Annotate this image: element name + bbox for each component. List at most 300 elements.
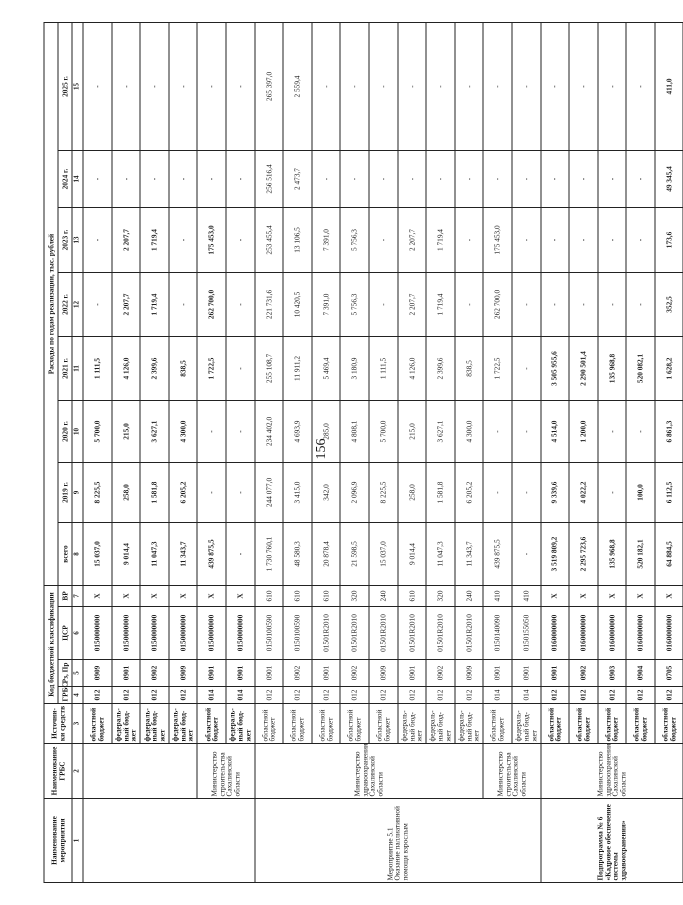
cell-src: федераль-ный бюд-жет xyxy=(225,703,254,743)
cell-rzpr: 0909 xyxy=(168,659,197,686)
cell-total: 48 580,3 xyxy=(283,522,312,585)
cell-y2023: 5 756,3 xyxy=(340,207,369,272)
cell-rzpr: 0902 xyxy=(283,659,312,686)
cell-rzpr: 0902 xyxy=(340,659,369,686)
cell-y2024: - xyxy=(140,150,169,207)
cell-y2023: 173,6 xyxy=(654,207,683,272)
header-budget-code: Код бюджетной классификации xyxy=(44,585,58,703)
column-index-cell: 15 xyxy=(72,22,83,150)
cell-y2023: - xyxy=(597,207,626,272)
cell-src: областной бюджет xyxy=(83,703,112,743)
cell-y2019: 244 077,0 xyxy=(254,462,283,522)
cell-y2024: - xyxy=(483,150,512,207)
cell-csr: 01501R2010 xyxy=(368,606,397,659)
cell-rzpr: 0902 xyxy=(140,659,169,686)
header-year: 2025 г. xyxy=(58,22,72,150)
cell-total: 9 014,4 xyxy=(397,522,426,585)
cell-y2025: 265 397,0 xyxy=(254,22,283,150)
cell-rzpr: 0901 xyxy=(111,659,140,686)
cell-y2021: 3 180,9 xyxy=(340,336,369,400)
cell-y2025: - xyxy=(368,22,397,150)
cell-grbs: 014 xyxy=(225,686,254,703)
cell-grbs: 014 xyxy=(511,686,540,703)
cell-csr: 0160000000 xyxy=(569,606,598,659)
cell-total: 135 968,8 xyxy=(597,522,626,585)
cell-src: федераль-ный бюд-жет xyxy=(426,703,455,743)
cell-y2019: 4 022,2 xyxy=(569,462,598,522)
header-year: 2023 г. xyxy=(58,207,72,272)
cell-y2024: - xyxy=(168,150,197,207)
cell-src: областной бюджет xyxy=(569,703,598,743)
cell-y2024: 49 345,4 xyxy=(654,150,683,207)
cell-src: федераль-ный бюд-жет xyxy=(454,703,483,743)
cell-src: федераль-ный бюд-жет xyxy=(168,703,197,743)
header-year: 2019 г. xyxy=(58,462,72,522)
cell-y2020: - xyxy=(597,400,626,462)
cell-y2019: 100,0 xyxy=(626,462,655,522)
cell-total: 3 519 809,2 xyxy=(540,522,569,585)
header-event: Наименование мероприятия xyxy=(44,798,72,882)
cell-y2023: - xyxy=(454,207,483,272)
cell-y2021: 838,5 xyxy=(454,336,483,400)
table-row xyxy=(197,22,226,882)
budget-table xyxy=(43,21,683,882)
cell-y2024: - xyxy=(83,150,112,207)
cell-y2024: - xyxy=(426,150,455,207)
cell-csr: 0160000000 xyxy=(540,606,569,659)
cell-csr: 01501R2010 xyxy=(340,606,369,659)
cell-total: 11 047,3 xyxy=(426,522,455,585)
cell-grbs: 014 xyxy=(197,686,226,703)
cell-y2023: - xyxy=(626,207,655,272)
cell-y2019: 1 581,8 xyxy=(426,462,455,522)
cell-y2021: 520 082,1 xyxy=(626,336,655,400)
cell-y2019: - xyxy=(511,462,540,522)
cell-y2019: 9 339,6 xyxy=(540,462,569,522)
cell-y2024: - xyxy=(311,150,340,207)
cell-y2024: - xyxy=(540,150,569,207)
cell-y2025: 411,0 xyxy=(654,22,683,150)
cell-src: областной бюджет xyxy=(340,703,369,743)
cell-y2023: - xyxy=(540,207,569,272)
cell-grbs: 012 xyxy=(597,686,626,703)
cell-src: областной бюджет xyxy=(311,703,340,743)
cell-total: 11 343,7 xyxy=(168,522,197,585)
cell-y2019: - xyxy=(197,462,226,522)
cell-y2020: 215,0 xyxy=(111,400,140,462)
cell-y2025: - xyxy=(454,22,483,150)
header-source: Источни-ки средств xyxy=(44,703,72,743)
header-rzpr: Рз, Пр xyxy=(58,659,72,686)
cell-y2022: 262 700,0 xyxy=(197,272,226,336)
cell-rzpr: 0901 xyxy=(197,659,226,686)
cell-y2022: 5 756,3 xyxy=(340,272,369,336)
column-index-cell: 11 xyxy=(72,336,83,400)
cell-y2020: 285,0 xyxy=(311,400,340,462)
cell-y2025: - xyxy=(311,22,340,150)
cell-y2021: 135 968,8 xyxy=(597,336,626,400)
cell-vr: 320 xyxy=(426,585,455,606)
cell-grbs: 012 xyxy=(397,686,426,703)
cell-src: федераль-ный бюд-жет xyxy=(397,703,426,743)
cell-rzpr: 0901 xyxy=(540,659,569,686)
cell-total: 1 730 760,1 xyxy=(254,522,283,585)
cell-y2021: 838,5 xyxy=(168,336,197,400)
cell-vr: 610 xyxy=(283,585,312,606)
cell-rzpr: 0909 xyxy=(454,659,483,686)
cell-grbs: 012 xyxy=(368,686,397,703)
cell-vr: X xyxy=(569,585,598,606)
column-index-cell: 4 xyxy=(72,686,83,703)
cell-vr: 410 xyxy=(483,585,512,606)
cell-csr: 0150000000 xyxy=(168,606,197,659)
cell-csr: 0160000000 xyxy=(654,606,683,659)
cell-y2019: 342,0 xyxy=(311,462,340,522)
cell-total: 15 037,0 xyxy=(83,522,112,585)
cell-grbs: 012 xyxy=(311,686,340,703)
grbs-name-cell: Министерство строительства Сахалинской области xyxy=(483,743,540,798)
cell-src: областной бюджет xyxy=(283,703,312,743)
cell-y2020: 215,0 xyxy=(397,400,426,462)
cell-csr: 0150000000 xyxy=(225,606,254,659)
cell-y2022: - xyxy=(225,272,254,336)
cell-csr: 0150000000 xyxy=(140,606,169,659)
header-year: 2024 г. xyxy=(58,150,72,207)
cell-total: 64 884,5 xyxy=(654,522,683,585)
cell-y2020: - xyxy=(511,400,540,462)
cell-total: 20 878,4 xyxy=(311,522,340,585)
cell-y2020: 4 693,9 xyxy=(283,400,312,462)
cell-y2023: 2 207,7 xyxy=(397,207,426,272)
cell-y2019: - xyxy=(225,462,254,522)
cell-vr: 610 xyxy=(311,585,340,606)
cell-y2024: 2 473,7 xyxy=(283,150,312,207)
cell-grbs: 012 xyxy=(569,686,598,703)
cell-rzpr: 0901 xyxy=(483,659,512,686)
cell-src: областной бюджет xyxy=(626,703,655,743)
cell-y2022: 10 420,5 xyxy=(283,272,312,336)
cell-y2020: 4 808,1 xyxy=(340,400,369,462)
cell-y2021: 5 469,4 xyxy=(311,336,340,400)
column-index-cell: 13 xyxy=(72,207,83,272)
cell-y2019: 6 205,2 xyxy=(168,462,197,522)
cell-y2022: 262 700,0 xyxy=(483,272,512,336)
cell-y2021: 1 628,2 xyxy=(654,336,683,400)
cell-src: федераль-ный бюд-жет xyxy=(511,703,540,743)
cell-y2020: 4 514,0 xyxy=(540,400,569,462)
cell-csr: 0150100590 xyxy=(254,606,283,659)
cell-rzpr: 0903 xyxy=(597,659,626,686)
event-cell: Подпрограмма № 6 «Кадровое обеспечение системы здравоохранения» xyxy=(540,798,683,882)
event-cell: Мероприятие 5.1 Оказание паллиативной помощи взрослым xyxy=(254,798,540,882)
cell-vr: 240 xyxy=(454,585,483,606)
cell-csr: 01501R2010 xyxy=(454,606,483,659)
cell-y2022: 2 207,7 xyxy=(397,272,426,336)
cell-y2019: - xyxy=(483,462,512,522)
grbs-name-cell xyxy=(83,743,197,798)
cell-y2020: 4 300,0 xyxy=(168,400,197,462)
cell-grbs: 012 xyxy=(654,686,683,703)
cell-y2021: 1 722,5 xyxy=(483,336,512,400)
cell-y2022: - xyxy=(597,272,626,336)
cell-grbs: 012 xyxy=(426,686,455,703)
cell-y2022: - xyxy=(368,272,397,336)
cell-total: 9 014,4 xyxy=(111,522,140,585)
cell-y2025: - xyxy=(83,22,112,150)
grbs-name-cell: Министерство здравоохранения Сахалинской области xyxy=(540,743,683,798)
cell-y2023: - xyxy=(569,207,598,272)
cell-y2024: - xyxy=(197,150,226,207)
cell-y2022: - xyxy=(83,272,112,336)
cell-rzpr: 0901 xyxy=(397,659,426,686)
table-row xyxy=(83,22,112,882)
cell-y2021: 3 505 955,6 xyxy=(540,336,569,400)
cell-vr: X xyxy=(83,585,112,606)
cell-y2023: 1 719,4 xyxy=(426,207,455,272)
cell-vr: X xyxy=(225,585,254,606)
cell-y2022: - xyxy=(540,272,569,336)
cell-y2019: 8 225,5 xyxy=(368,462,397,522)
cell-vr: X xyxy=(111,585,140,606)
cell-y2020: 5 700,0 xyxy=(83,400,112,462)
column-index-cell: 9 xyxy=(72,462,83,522)
cell-y2019: 1 581,8 xyxy=(140,462,169,522)
cell-y2024: - xyxy=(225,150,254,207)
cell-src: областной бюджет xyxy=(197,703,226,743)
cell-y2021: 2 399,6 xyxy=(426,336,455,400)
cell-y2021: 4 126,0 xyxy=(397,336,426,400)
cell-total: - xyxy=(511,522,540,585)
cell-vr: 320 xyxy=(340,585,369,606)
column-index-cell: 10 xyxy=(72,400,83,462)
cell-y2021: - xyxy=(225,336,254,400)
column-index-cell: 6 xyxy=(72,606,83,659)
cell-src: областной бюджет xyxy=(254,703,283,743)
cell-y2022: - xyxy=(569,272,598,336)
table-row xyxy=(254,22,283,882)
header-expenses: Расходы по годам реализации, тыс. рублей xyxy=(44,22,58,585)
cell-grbs: 012 xyxy=(140,686,169,703)
column-index-cell: 2 xyxy=(72,743,83,798)
cell-y2023: - xyxy=(225,207,254,272)
cell-y2022: - xyxy=(168,272,197,336)
cell-y2020: - xyxy=(197,400,226,462)
header-year: 2020 г. xyxy=(58,400,72,462)
cell-vr: X xyxy=(626,585,655,606)
cell-y2023: 13 106,5 xyxy=(283,207,312,272)
cell-src: федераль-ный бюд-жет xyxy=(111,703,140,743)
cell-y2025: - xyxy=(340,22,369,150)
header-year: 2021 г. xyxy=(58,336,72,400)
cell-y2020: 234 402,0 xyxy=(254,400,283,462)
rotated-table-wrapper xyxy=(43,23,677,883)
cell-y2020: 3 627,1 xyxy=(426,400,455,462)
header-grbs-name: Наименование ГРБС xyxy=(44,743,72,798)
cell-y2022: - xyxy=(511,272,540,336)
cell-y2022: 2 207,7 xyxy=(111,272,140,336)
cell-total: 21 598,5 xyxy=(340,522,369,585)
cell-csr: 01501R2010 xyxy=(311,606,340,659)
column-index-cell: 8 xyxy=(72,522,83,585)
cell-vr: X xyxy=(540,585,569,606)
cell-vr: X xyxy=(597,585,626,606)
cell-csr: 0150000000 xyxy=(197,606,226,659)
cell-grbs: 012 xyxy=(540,686,569,703)
cell-y2023: 1 719,4 xyxy=(140,207,169,272)
page-number: 156 xyxy=(314,438,329,460)
cell-y2021: 255 108,7 xyxy=(254,336,283,400)
cell-csr: 01501R2010 xyxy=(397,606,426,659)
column-index-cell: 1 xyxy=(72,798,83,882)
cell-y2021: 4 126,0 xyxy=(111,336,140,400)
cell-y2020: - xyxy=(626,400,655,462)
cell-rzpr: 0901 xyxy=(225,659,254,686)
cell-total: 439 875,5 xyxy=(483,522,512,585)
cell-csr: 0160000000 xyxy=(626,606,655,659)
cell-rzpr: 0901 xyxy=(254,659,283,686)
cell-vr: 610 xyxy=(397,585,426,606)
header-total: всего xyxy=(58,522,72,585)
cell-total: 439 875,5 xyxy=(197,522,226,585)
cell-y2023: 253 455,4 xyxy=(254,207,283,272)
cell-y2020: 1 200,0 xyxy=(569,400,598,462)
cell-y2024: - xyxy=(111,150,140,207)
cell-y2025: - xyxy=(397,22,426,150)
header-vr: ВР xyxy=(58,585,72,606)
cell-y2025: - xyxy=(483,22,512,150)
cell-y2020: - xyxy=(483,400,512,462)
column-index-cell: 12 xyxy=(72,272,83,336)
cell-y2020: 4 300,0 xyxy=(454,400,483,462)
cell-y2024: - xyxy=(597,150,626,207)
cell-y2025: - xyxy=(168,22,197,150)
cell-y2023: - xyxy=(83,207,112,272)
header-csr: ЦСР xyxy=(58,606,72,659)
cell-y2025: - xyxy=(426,22,455,150)
cell-rzpr: 0909 xyxy=(83,659,112,686)
table-body xyxy=(83,22,683,882)
cell-rzpr: 0902 xyxy=(569,659,598,686)
header-year: 2022 г. xyxy=(58,272,72,336)
cell-y2025: - xyxy=(140,22,169,150)
cell-y2025: - xyxy=(225,22,254,150)
cell-grbs: 012 xyxy=(168,686,197,703)
cell-total: 2 295 723,6 xyxy=(569,522,598,585)
cell-y2025: - xyxy=(511,22,540,150)
cell-y2020: 6 861,3 xyxy=(654,400,683,462)
cell-csr: 0150155050 xyxy=(511,606,540,659)
cell-y2022: 7 391,0 xyxy=(311,272,340,336)
cell-csr: 0150100590 xyxy=(283,606,312,659)
cell-y2021: 1 111,5 xyxy=(368,336,397,400)
cell-vr: X xyxy=(197,585,226,606)
cell-src: областной бюджет xyxy=(483,703,512,743)
cell-vr: X xyxy=(140,585,169,606)
cell-y2019: 6 112,5 xyxy=(654,462,683,522)
cell-rzpr: 0904 xyxy=(626,659,655,686)
column-index-cell: 14 xyxy=(72,150,83,207)
column-index-cell: 7 xyxy=(72,585,83,606)
cell-y2024: 256 516,4 xyxy=(254,150,283,207)
cell-csr: 0160000000 xyxy=(597,606,626,659)
cell-y2023: 2 207,7 xyxy=(111,207,140,272)
cell-y2025: - xyxy=(626,22,655,150)
cell-rzpr: 0902 xyxy=(426,659,455,686)
header-grbs: ГРБС xyxy=(58,686,72,703)
cell-y2024: - xyxy=(340,150,369,207)
cell-grbs: 012 xyxy=(283,686,312,703)
cell-y2019: - xyxy=(597,462,626,522)
event-cell xyxy=(83,798,255,882)
cell-total: 15 037,0 xyxy=(368,522,397,585)
grbs-name-cell: Министерство строительства Сахалинской области xyxy=(197,743,254,798)
cell-y2019: 6 205,2 xyxy=(454,462,483,522)
column-index-row xyxy=(72,22,83,882)
cell-csr: 01501R2010 xyxy=(426,606,455,659)
cell-csr: 0150000000 xyxy=(83,606,112,659)
cell-src: областной бюджет xyxy=(368,703,397,743)
cell-vr: X xyxy=(168,585,197,606)
cell-csr: 0150140090 xyxy=(483,606,512,659)
cell-y2023: - xyxy=(511,207,540,272)
cell-grbs: 012 xyxy=(340,686,369,703)
cell-y2019: 258,0 xyxy=(111,462,140,522)
cell-y2022: 1 719,4 xyxy=(426,272,455,336)
cell-y2024: - xyxy=(569,150,598,207)
cell-grbs: 012 xyxy=(454,686,483,703)
cell-y2025: - xyxy=(597,22,626,150)
cell-y2023: 175 453,0 xyxy=(197,207,226,272)
cell-src: областной бюджет xyxy=(654,703,683,743)
cell-y2022: 221 731,6 xyxy=(254,272,283,336)
cell-grbs: 012 xyxy=(626,686,655,703)
cell-y2021: 2 399,6 xyxy=(140,336,169,400)
grbs-name-cell: Министерство здравоохранения Сахалинской области xyxy=(254,743,483,798)
cell-vr: X xyxy=(654,585,683,606)
cell-y2023: 175 453,0 xyxy=(483,207,512,272)
cell-total: 11 047,3 xyxy=(140,522,169,585)
cell-y2022: - xyxy=(454,272,483,336)
cell-y2025: - xyxy=(197,22,226,150)
cell-y2019: 3 415,0 xyxy=(283,462,312,522)
cell-y2024: - xyxy=(511,150,540,207)
cell-total: 11 343,7 xyxy=(454,522,483,585)
cell-y2023: - xyxy=(368,207,397,272)
cell-y2022: 352,5 xyxy=(654,272,683,336)
cell-vr: 610 xyxy=(254,585,283,606)
cell-grbs: 012 xyxy=(254,686,283,703)
cell-vr: 410 xyxy=(511,585,540,606)
table-row xyxy=(540,22,569,882)
cell-y2021: 1 111,5 xyxy=(83,336,112,400)
column-index-cell: 3 xyxy=(72,703,83,743)
cell-src: федераль-ный бюд-жет xyxy=(140,703,169,743)
column-index-cell: 5 xyxy=(72,659,83,686)
cell-rzpr: 0901 xyxy=(311,659,340,686)
cell-y2021: 1 722,5 xyxy=(197,336,226,400)
cell-rzpr: 0705 xyxy=(654,659,683,686)
cell-y2025: - xyxy=(111,22,140,150)
cell-rzpr: 0909 xyxy=(368,659,397,686)
cell-src: областной бюджет xyxy=(540,703,569,743)
cell-y2021: - xyxy=(511,336,540,400)
cell-grbs: 012 xyxy=(111,686,140,703)
cell-total: - xyxy=(225,522,254,585)
cell-y2025: 2 559,4 xyxy=(283,22,312,150)
cell-y2020: - xyxy=(225,400,254,462)
cell-y2025: - xyxy=(540,22,569,150)
table-row xyxy=(483,22,512,882)
